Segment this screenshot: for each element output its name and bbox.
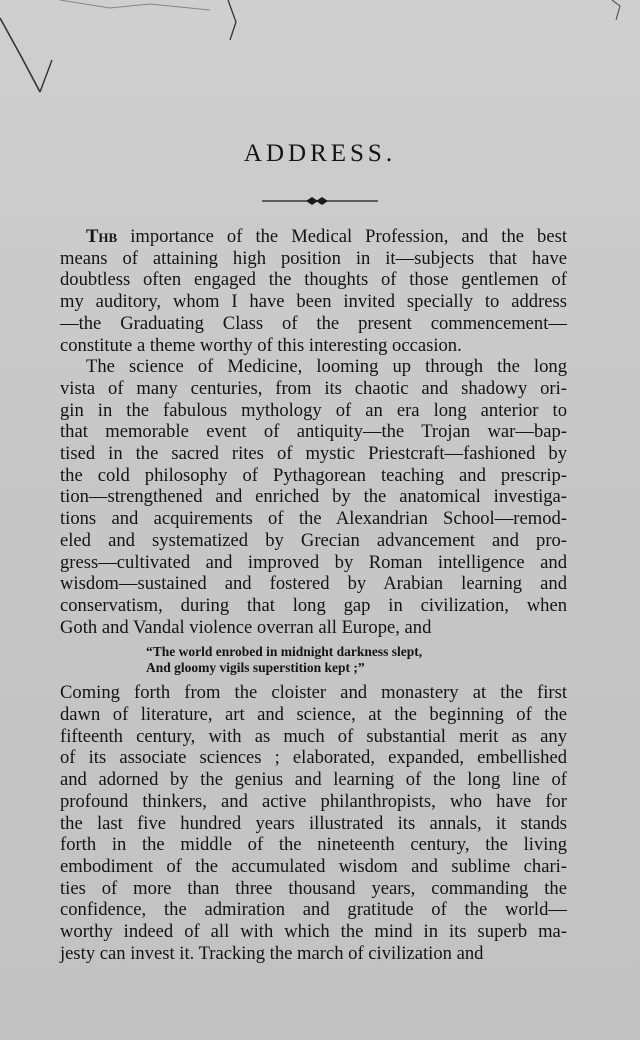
text-line: doubtless often engaged the thoughts of those gentlemen of [60, 269, 567, 291]
text-line: the last five hundred years illustrated its annals, it stands [60, 812, 567, 834]
text-line: tions and acquirements of the Alexandrian School—remod- [60, 508, 567, 530]
text-line: forth in the middle of the nineteenth century, the living [60, 834, 567, 856]
text-line: eled and systematized by Grecian advancement and pro- [60, 529, 567, 551]
first-word: Thb [86, 226, 118, 247]
text-line [60, 226, 567, 248]
text-line: my auditory, whom I have been invited specially to address [60, 291, 567, 313]
text-line: tised in the sacred rites of mystic Priestcraft—fashioned by [60, 443, 567, 465]
text-line: vista of many centuries, from its chaotic and shadowy ori- [60, 377, 567, 399]
text-line: and adorned by the genius and learning of the long line of [60, 769, 567, 791]
text-line: wisdom—sustained and fostered by Arabian learning and [60, 573, 567, 595]
text-line: ties of more than three thousand years, commanding the [60, 877, 567, 899]
text-line: profound thinkers, and active philanthropists, who have for [60, 790, 567, 812]
quote-line: And gloomy vigils superstition kept ;” [146, 660, 365, 676]
text-line: Coming forth from the cloister and monastery at the first [60, 682, 567, 704]
paragraph-1 [60, 226, 567, 356]
text-line: fifteenth century, with as much of substantial merit as any [60, 725, 567, 747]
text-line: jesty can invest it. Tracking the march of civilization and [60, 942, 484, 964]
verse-quote [146, 644, 567, 676]
page-title: ADDRESS. [243, 140, 397, 167]
text-line: confidence, the admiration and gratitude of the world— [60, 899, 567, 921]
text-line: importance of the Medical Profession, and the best [130, 226, 567, 247]
page-scratch-marks [0, 0, 640, 140]
text-line: Goth and Vandal violence overran all Europe, and [60, 616, 432, 638]
text-line: that memorable event of antiquity—the Trojan war—bap- [60, 421, 567, 443]
text-line: gin in the fabulous mythology of an era long anterior to [60, 399, 567, 421]
text-line: worthy indeed of all with which the mind in its superb ma- [60, 921, 567, 943]
text-line: the cold philosophy of Pythagorean teaching and prescrip- [60, 464, 567, 486]
text-line: conservatism, during that long gap in civilization, when [60, 594, 567, 616]
text-line: gress—cultivated and improved by Roman intelligence and [60, 551, 567, 573]
paragraph-2 [60, 356, 567, 638]
text-line: means of attaining high position in it—subjects that have [60, 247, 567, 269]
text-line: tion—strengthened and enriched by the anatomical investiga- [60, 486, 567, 508]
text-line: —the Graduating Class of the present commencement— [60, 312, 567, 334]
text-line: embodiment of the accumulated wisdom and sublime chari- [60, 855, 567, 877]
text-line: dawn of literature, art and science, at the beginning of the [60, 704, 567, 726]
text-line: constitute a theme worthy of this interesting occasion. [60, 334, 462, 356]
text-line: The science of Medicine, looming up through the long [86, 356, 567, 378]
body-text [60, 226, 567, 965]
text-line: of its associate sciences ; elaborated, expanded, embellished [60, 747, 567, 769]
paragraph-3 [60, 682, 567, 964]
title-rule-ornament [262, 196, 378, 206]
quote-line: “The world enrobed in midnight darkness slept, [146, 644, 423, 660]
